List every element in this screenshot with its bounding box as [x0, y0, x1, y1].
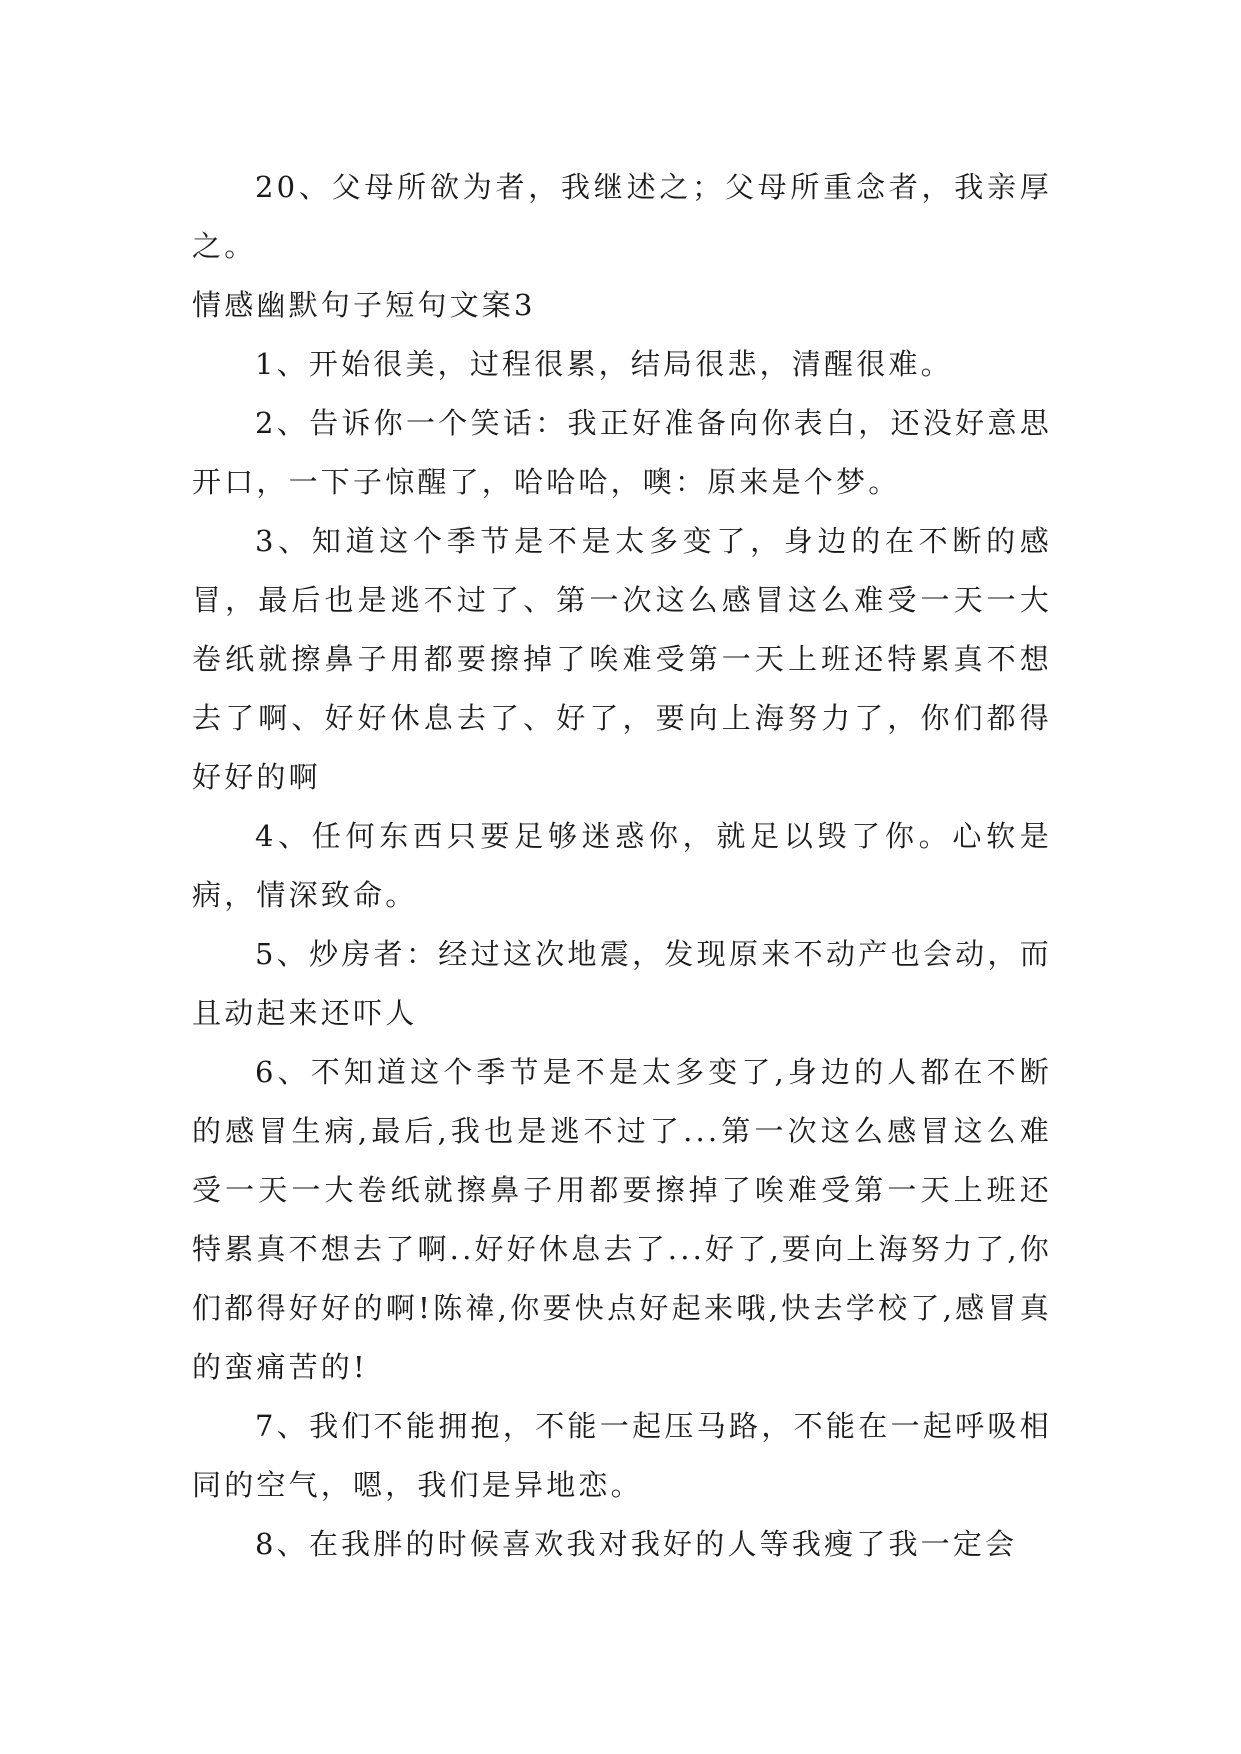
list-item-8: 8、在我胖的时候喜欢我对我好的人等我瘦了我一定会: [255, 1527, 1018, 1561]
paragraph-20: 20、父母所欲为者，我继述之；父母所重念者，我亲厚之。: [192, 170, 1052, 263]
list-item-2: 2、告诉你一个笑话：我正好准备向你表白，还没好意思开口，一下子惊醒了，哈哈哈，噢：原来是个梦。: [192, 406, 1052, 499]
document-page: [192, 158, 1052, 1574]
list-item-1: 1、开始很美，过程很累，结局很悲，清醒很难。: [255, 347, 953, 381]
list-item-4: 4、任何东西只要足够迷惑你，就足以毁了你。心软是病，情深致命。: [192, 819, 1052, 912]
list-item-3: 3、知道这个季节是不是太多变了，身边的在不断的感冒，最后也是逃不过了、第一次这么感冒这么难受一天一大卷纸就擦鼻子用都要擦掉了唉难受第一天上班还特累真不想去了啊、好好休息去了、好了，要向上海努力了，你们都得好好的啊: [192, 524, 1052, 794]
section-title: 情感幽默句子短句文案3: [192, 288, 536, 322]
list-item-6: 6、不知道这个季节是不是太多变了,身边的人都在不断的感冒生病,最后,我也是逃不过了...第一次这么感冒这么难受一天一大卷纸就擦鼻子用都要擦掉了唉难受第一天上班还特累真不想去了啊..好好休息去了...好了,要向上海努力了,你们都得好好的啊!陈禕,你要快点好起来哦,快去学校了,感冒真的蛮痛苦的!: [192, 1055, 1052, 1384]
list-item-7: 7、我们不能拥抱，不能一起压马路，不能在一起呼吸相同的空气，嗯，我们是异地恋。: [192, 1409, 1052, 1502]
list-item-5: 5、炒房者：经过这次地震，发现原来不动产也会动，而且动起来还吓人: [192, 937, 1052, 1030]
